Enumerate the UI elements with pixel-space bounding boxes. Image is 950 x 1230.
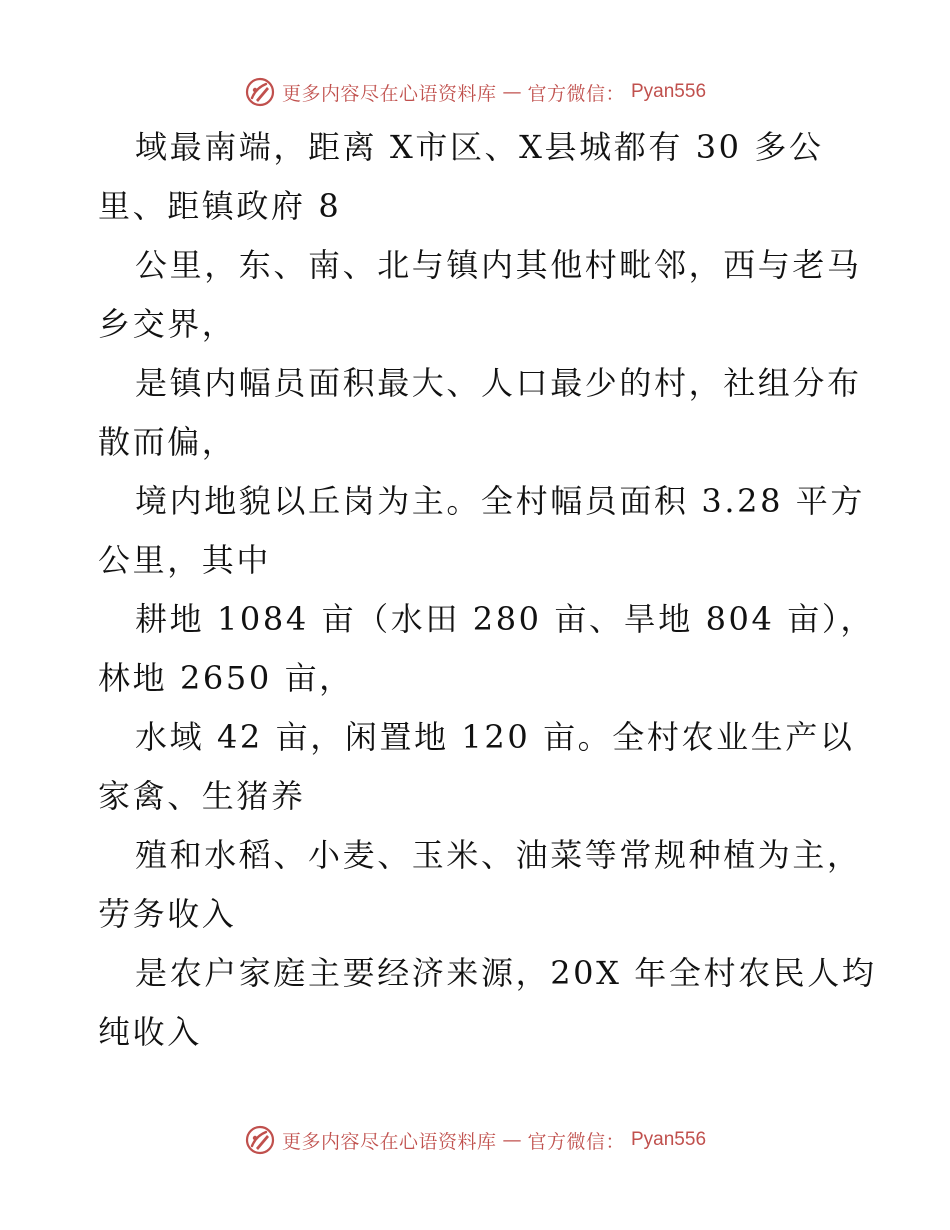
body-line: 是镇内幅员面积最大、人口最少的村，社组分布 (135, 364, 862, 402)
body-line: 公里，其中 (98, 541, 272, 579)
body-line: 水域 42 亩，闲置地 120 亩。全村农业生产以 (135, 718, 855, 756)
body-line: 殖和水稻、小麦、玉米、油菜等常规种植为主， (135, 836, 862, 874)
watermark-contact-label: 官方微信： (527, 1130, 625, 1153)
body-line: 乡交界， (98, 305, 237, 343)
watermark-separator: — (502, 1129, 522, 1151)
footer-watermark (0, 1120, 950, 1160)
body-line: 劳务收入 (98, 895, 237, 933)
body-line: 家禽、生猪养 (98, 777, 306, 815)
pen-logo-icon (244, 1124, 276, 1156)
watermark-wechat-id: Pyan556 (631, 81, 707, 102)
watermark-contact-label: 官方微信： (527, 82, 625, 105)
body-line: 域最南端，距离 X市区、X县城都有 30 多公 (135, 128, 824, 166)
document-body (98, 118, 877, 1062)
body-line: 公里，东、南、北与镇内其他村毗邻，西与老马 (135, 246, 862, 284)
watermark-separator: — (502, 81, 522, 103)
body-line: 是农户家庭主要经济来源，20X 年全村农民人均 (135, 954, 877, 992)
body-line: 散而偏， (98, 423, 237, 461)
body-line: 境内地貌以丘岗为主。全村幅员面积 3.28 平方 (135, 482, 865, 520)
header-watermark (0, 72, 950, 112)
body-line: 耕地 1084 亩（水田 280 亩、旱地 804 亩）， (135, 600, 876, 638)
body-line: 林地 2650 亩， (98, 659, 354, 697)
watermark-wechat-id: Pyan556 (631, 1129, 707, 1150)
watermark-text: 更多内容尽在心语资料库 (281, 1130, 497, 1153)
pen-logo-icon (244, 76, 276, 108)
watermark-text: 更多内容尽在心语资料库 (281, 82, 497, 105)
body-line: 里、距镇政府 8 (98, 187, 342, 225)
body-line: 纯收入 (98, 1013, 202, 1051)
